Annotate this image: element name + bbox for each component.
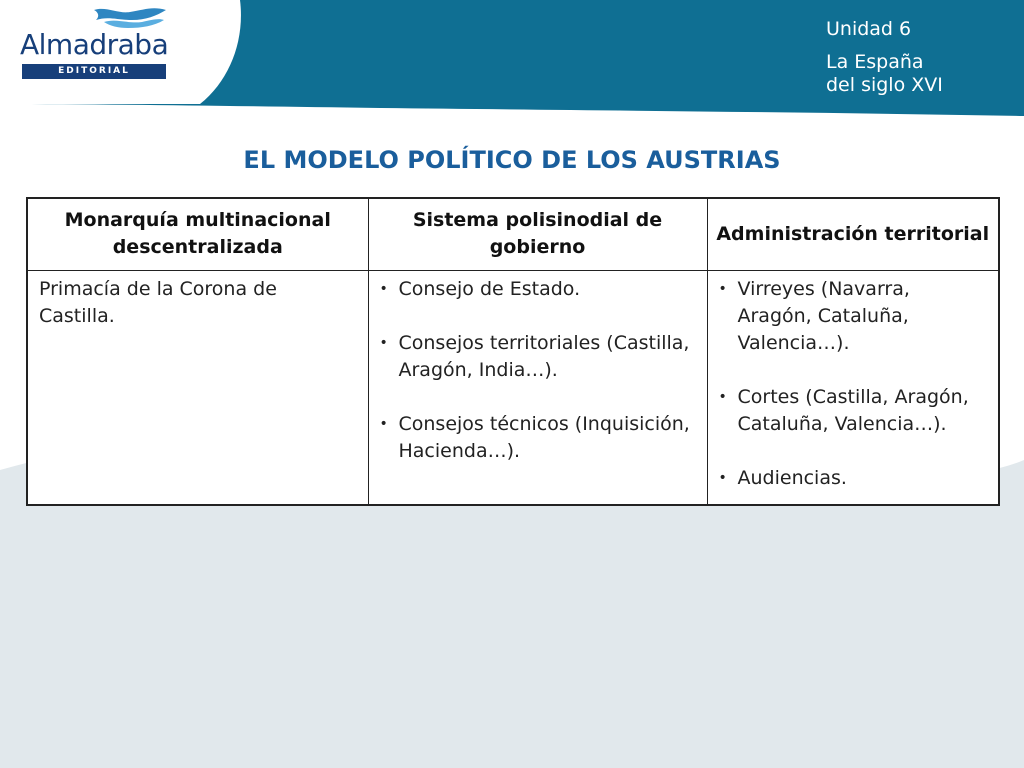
list-item [379,411,697,465]
bullet-icon: • [718,470,727,486]
table-header-row [27,198,999,271]
list-item [379,276,697,303]
bullet-icon: • [379,281,388,297]
logo-wordmark: Almadraba [20,28,169,61]
page-title: EL MODELO POLÍTICO DE LOS AUSTRIAS [243,146,781,174]
header-monarchy: Monarquía multinacional descentralizada [27,198,368,271]
cell-territorial [707,271,999,506]
header-territorial: Administración territorial [707,198,999,271]
list-item-text: Virreyes (Navarra, Aragón, Cataluña, Valencia…). [737,278,910,354]
political-model-table [26,197,1000,506]
unit-subtitle-line1: La España [826,51,924,73]
list-item-text: Consejos territoriales (Castilla, Aragón, India…). [398,332,690,381]
list-item [379,330,697,384]
bullet-icon: • [379,416,388,432]
logo-band: EDITORIAL [22,64,166,79]
list-item-text: Consejos técnicos (Inquisición, Hacienda…). [398,413,690,462]
unit-subtitle-line2: del siglo XVI [826,74,943,96]
bullet-icon: • [718,281,727,297]
header-polysynodial: Sistema polisinodial de gobierno [368,198,707,271]
unit-info [826,18,943,97]
political-model-table-wrapper [26,197,998,506]
territorial-list [718,276,989,492]
list-item-text: Cortes (Castilla, Aragón, Cataluña, Valencia…). [737,386,969,435]
bullet-icon: • [379,335,388,351]
list-item [718,384,989,438]
list-item-text: Consejo de Estado. [398,278,581,300]
almadraba-logo [20,6,170,80]
table-row [27,271,999,506]
cell-monarchy: Primacía de la Corona de Castilla. [27,271,368,506]
list-item-text: Audiencias. [737,467,847,489]
unit-label: Unidad 6 [826,18,912,40]
list-item [718,465,989,492]
bullet-icon: • [718,389,727,405]
list-item [718,276,989,357]
cell-polysynodial [368,271,707,506]
polysynodial-list [379,276,697,465]
